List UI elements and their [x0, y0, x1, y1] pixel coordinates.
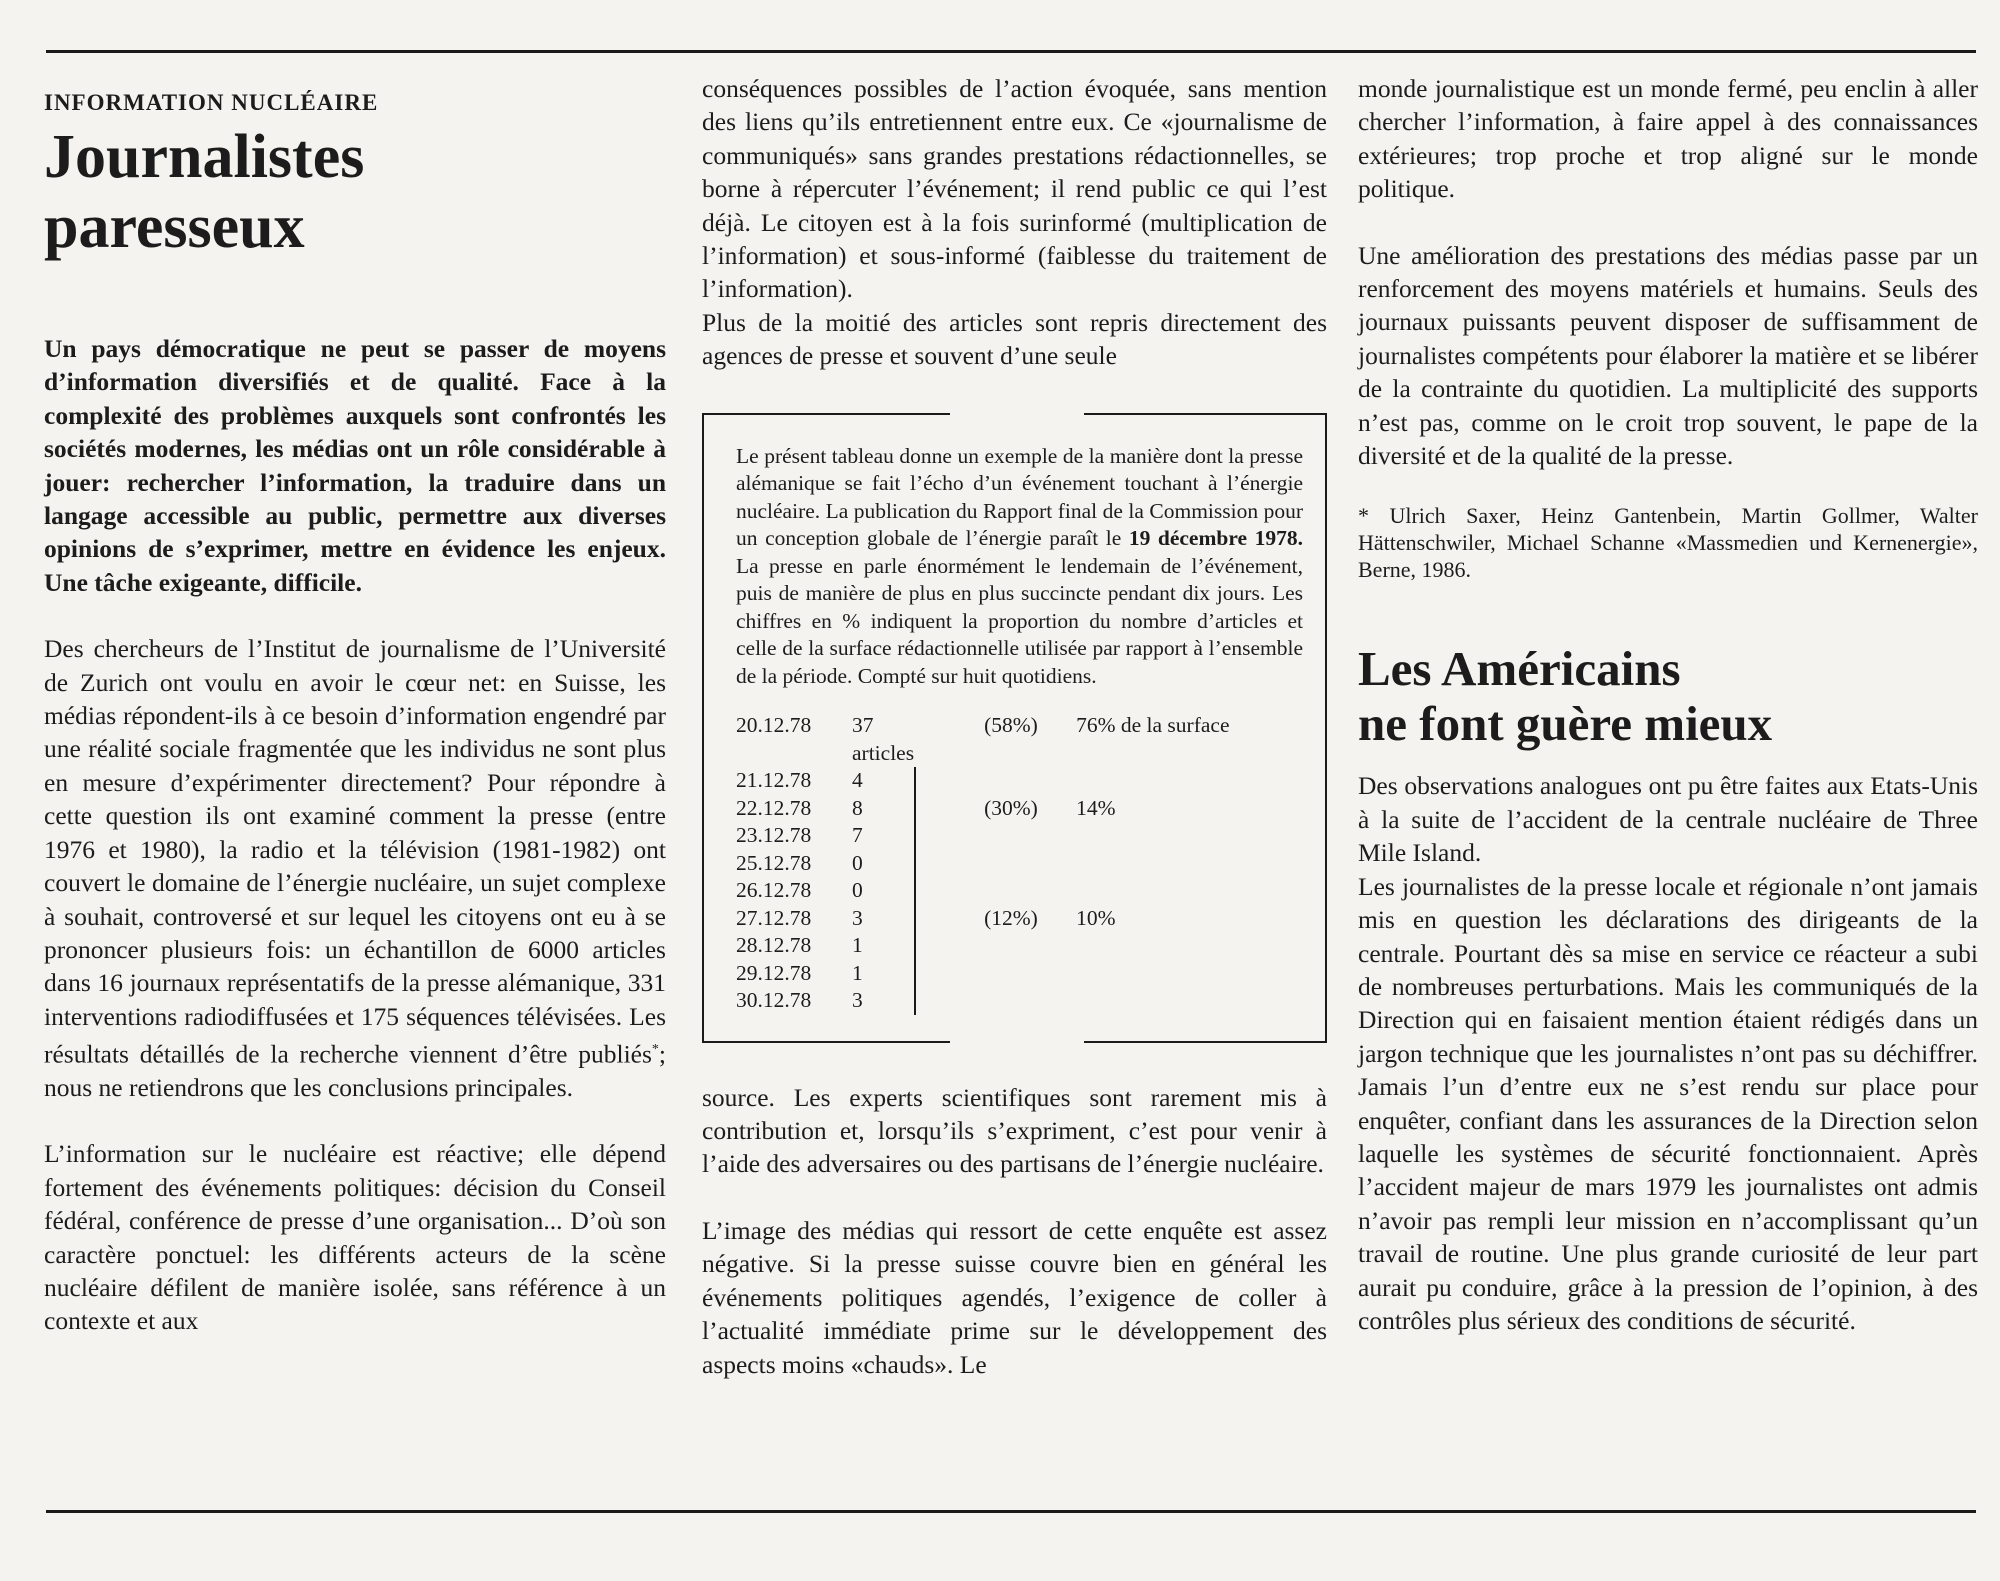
- row-articles: 0: [852, 850, 863, 875]
- row-date: 20.12.78: [736, 713, 812, 738]
- table-row: [736, 795, 1230, 823]
- row-share: (12%): [984, 905, 1038, 930]
- row-surface: [1076, 767, 1229, 795]
- bracket-line: [914, 767, 984, 795]
- body-paragraph: monde journalistique est un monde fermé, peu enclin à aller chercher l’information, à faire appel à des connaissances extérieures; trop proche et trop aligné sur le monde politique.: [1358, 74, 1978, 204]
- row-bracket: [914, 850, 984, 878]
- table-row: [736, 850, 1230, 878]
- box-text: Le présent tableau donne un exemple de la manière dont la presse alémanique se fait l’écho d’un événement touchant à l’énergie nucléaire. La publication du Rapport final de la Commission pour un conception globale de l’énergie paraît le: [736, 443, 1303, 551]
- row-bracket: [914, 932, 984, 960]
- row-articles: 8: [852, 795, 863, 820]
- body-paragraph: Les journalistes de la presse locale et régionale n’ont jamais mis en question les déclarations des dirigeants de la centrale. Pourtant dès sa mise en service ce réacteur a subi de nombreuses perturbations. Mais les communiqués de la Direction qui en faisaient mention étaient rédigés dans un jargon technique que les journalistes n’ont pas su déchiffrer. Jamais l’un d’entre eux ne s’est rendu sur place pour enquêter, confiant dans les assurances de la Direction selon laquelle les systèmes de sécurité fonctionnaient. Après l’accident majeur de mars 1979 les journalistes ont admis n’avoir pas rempli leur mission en n’accomplissant qu’un travail de routine. Une plus grande curiosité de leur part aurait pu conduire, grâce à la pression de l’opinion, à des contrôles plus sérieux des conditions de sécurité.: [1358, 871, 1978, 1335]
- title-line-1: Journalistes: [44, 123, 365, 191]
- box-description: [736, 443, 1303, 691]
- row-surface: [1076, 932, 1229, 960]
- top-rule: [46, 50, 1976, 53]
- row-articles: 3: [852, 988, 863, 1013]
- row-bracket: [914, 877, 984, 905]
- row-share: (30%): [984, 795, 1038, 820]
- column-3: [1358, 72, 1978, 1337]
- heading-line-1: Les Américains: [1358, 641, 1681, 697]
- row-bracket: [914, 905, 984, 933]
- row-date: 30.12.78: [736, 988, 812, 1013]
- box-border-gap: [950, 1039, 1084, 1045]
- table-row: [736, 905, 1230, 933]
- row-date: 25.12.78: [736, 850, 812, 875]
- table-row: [736, 877, 1230, 905]
- row-share: [984, 960, 1076, 988]
- row-surface: [1076, 987, 1229, 1015]
- paragraph-text: Des chercheurs de l’Institut de journalisme de l’Université de Zurich ont voulu en avoir le cœur net: en Suisse, les médias répondent-ils à ce besoin d’information engendré par une réalité sociale fragmentée que les individus ne sont plus en mesure d’expérimenter directement? Pour répondre à cette question ils ont examiné comment la presse (entre 1976 et 1980), la radio et la télévision (1981-1982) ont couvert le domaine de l’énergie nucléaire, un sujet complexe à souhait, controversé et sur lequel les citoyens ont eu à se prononcer plusieurs fois: un échantillon de 6000 articles dans 16 journaux représentatifs de la presse alémanique, 331 interventions radiodiffusées et 175 séquences télévisées. Les résultats détaillés de la recherche viennent d’être publiés: [44, 634, 666, 1069]
- row-date: 28.12.78: [736, 933, 812, 958]
- row-bracket: [914, 712, 984, 767]
- box-text: La presse en parle énormément le lendemain de l’événement, puis de manière de plus en plus succincte pendant dix jours. Les chiffres en % indiquent la proportion du nombre d’articles et celle de la surface rédactionnelle utilisée par rapport à l’ensemble de la période. Compté sur huit quotidiens.: [736, 553, 1303, 688]
- row-bracket: [914, 795, 984, 823]
- section-heading: [1358, 641, 1978, 751]
- body-paragraph: conséquences possibles de l’action évoquée, sans mention des liens qu’ils entretiennent entre eux. Ce «journalisme de communiqués» sans grandes prestations rédactionnelles, se borne à répercuter l’événement; il rend public ce qui l’est déjà. Le citoyen est à la fois surinformé (multiplication de l’information) et sous-informé (faiblesse du traitement de l’information).: [702, 74, 1327, 304]
- heading-line-2: ne font guère mieux: [1358, 696, 1773, 752]
- row-date: 21.12.78: [736, 768, 812, 793]
- row-share: [984, 850, 1076, 878]
- bracket-line: [914, 960, 984, 988]
- row-articles: 3: [852, 905, 863, 930]
- body-paragraph: Plus de la moitié des articles sont repris directement des agences de presse et souvent d’une seule: [702, 307, 1327, 371]
- table-row: [736, 712, 1230, 767]
- body-paragraph: L’information sur le nucléaire est réactive; elle dépend fortement des événements politiques: décision du Conseil fédéral, conférence de presse d’une organisation... D’où son caractère ponctuel: les différents acteurs de la scène nucléaire défilent de manière isolée, sans référence à un contexte et aux: [44, 1139, 666, 1336]
- row-articles: 7: [852, 823, 863, 848]
- column-1: [44, 72, 666, 1338]
- box-border-gap: [950, 411, 1084, 417]
- data-box: [702, 413, 1327, 1043]
- row-articles: 1: [852, 960, 863, 985]
- body-paragraph: source. Les experts scientifiques sont rarement mis à contribution et, lorsqu’ils s’expriment, c’est pour venir à l’aide des adversaires ou des partisans de l’énergie nucléaire.: [702, 1082, 1327, 1179]
- row-share: [984, 767, 1076, 795]
- table-row: [736, 987, 1230, 1015]
- coverage-table: [736, 712, 1230, 1015]
- row-articles: 37 articles: [852, 713, 915, 765]
- title-line-2: paresseux: [44, 193, 305, 261]
- row-date: 22.12.78: [736, 795, 812, 820]
- row-share: [984, 822, 1076, 850]
- row-date: 26.12.78: [736, 878, 812, 903]
- bracket-line: [914, 795, 984, 823]
- body-paragraph: Une amélioration des prestations des médias passe par un renforcement des moyens matériels et humains. Seuls des journaux puissants peuvent disposer de suffisamment de journalistes compétents pour élaborer la matière et se libérer de la contrainte du quotidien. La multiplicité des supports n’est pas, comme on le croit trop souvent, le pape de la diversité et de la qualité de la presse.: [1358, 240, 1978, 471]
- bracket-line: [914, 905, 984, 933]
- row-date: 23.12.78: [736, 823, 812, 848]
- kicker: INFORMATION NUCLÉAIRE: [44, 90, 379, 115]
- lead-paragraph: Un pays démocratique ne peut se passer de moyens d’information diversifiés et de qualité. Face à la complexité des problèmes auxquels sont confrontés les sociétés modernes, les médias ont un rôle considérable à jouer: rechercher l’information, la traduire dans un langage accessible au public, permettre aux diverses opinions de s’exprimer, mettre en évidence les enjeux. Une tâche exigeante, difficile.: [44, 334, 666, 597]
- row-surface: [1076, 850, 1229, 878]
- row-bracket: [914, 987, 984, 1015]
- row-share: [984, 877, 1076, 905]
- body-paragraph: [44, 632, 666, 1104]
- row-surface: [1076, 877, 1229, 905]
- row-bracket: [914, 822, 984, 850]
- bracket-line: [914, 987, 984, 1015]
- bracket-line: [914, 932, 984, 960]
- row-date: 27.12.78: [736, 905, 812, 930]
- table-row: [736, 767, 1230, 795]
- paragraph-text: ; nous ne retiendrons que les conclusions principales.: [44, 1039, 666, 1103]
- box-date-bold: 19 décembre 1978.: [1128, 526, 1303, 551]
- bottom-rule: [46, 1510, 1976, 1513]
- row-articles: 4: [852, 768, 863, 793]
- row-date: 29.12.78: [736, 960, 812, 985]
- table-row: [736, 960, 1230, 988]
- body-paragraph: Des observations analogues ont pu être faites aux Etats-Unis à la suite de l’accident de la centrale nucléaire de Three Mile Island.: [1358, 771, 1978, 868]
- row-share: [984, 932, 1076, 960]
- footnote-marker: *: [651, 1042, 659, 1058]
- row-surface: 10%: [1076, 905, 1116, 930]
- bracket-line: [914, 850, 984, 878]
- footnote: * Ulrich Saxer, Heinz Gantenbein, Martin Gollmer, Walter Hättenschwiler, Michael Schanne «Massmedien und Kernenergie», Berne, 1986.: [1358, 503, 1978, 583]
- row-articles: 0: [852, 878, 863, 903]
- bracket-line: [914, 822, 984, 850]
- row-share: [984, 987, 1076, 1015]
- article-title: [44, 122, 666, 262]
- table-row: [736, 932, 1230, 960]
- row-surface: 76% de la surface: [1076, 713, 1230, 738]
- row-surface: 14%: [1076, 795, 1116, 820]
- row-articles: 1: [852, 933, 863, 958]
- table-row: [736, 822, 1230, 850]
- bracket-line: [914, 877, 984, 905]
- body-paragraph: L’image des médias qui ressort de cette enquête est assez négative. Si la presse suisse couvre bien en général les événements politiques agendés, l’exigence de coller à l’actualité immédiate prime sur le développement des aspects moins «chauds». Le: [702, 1215, 1327, 1379]
- column-2: [702, 72, 1327, 1381]
- row-bracket: [914, 767, 984, 795]
- row-bracket: [914, 960, 984, 988]
- row-surface: [1076, 960, 1229, 988]
- row-surface: [1076, 822, 1229, 850]
- row-share: (58%): [984, 713, 1038, 738]
